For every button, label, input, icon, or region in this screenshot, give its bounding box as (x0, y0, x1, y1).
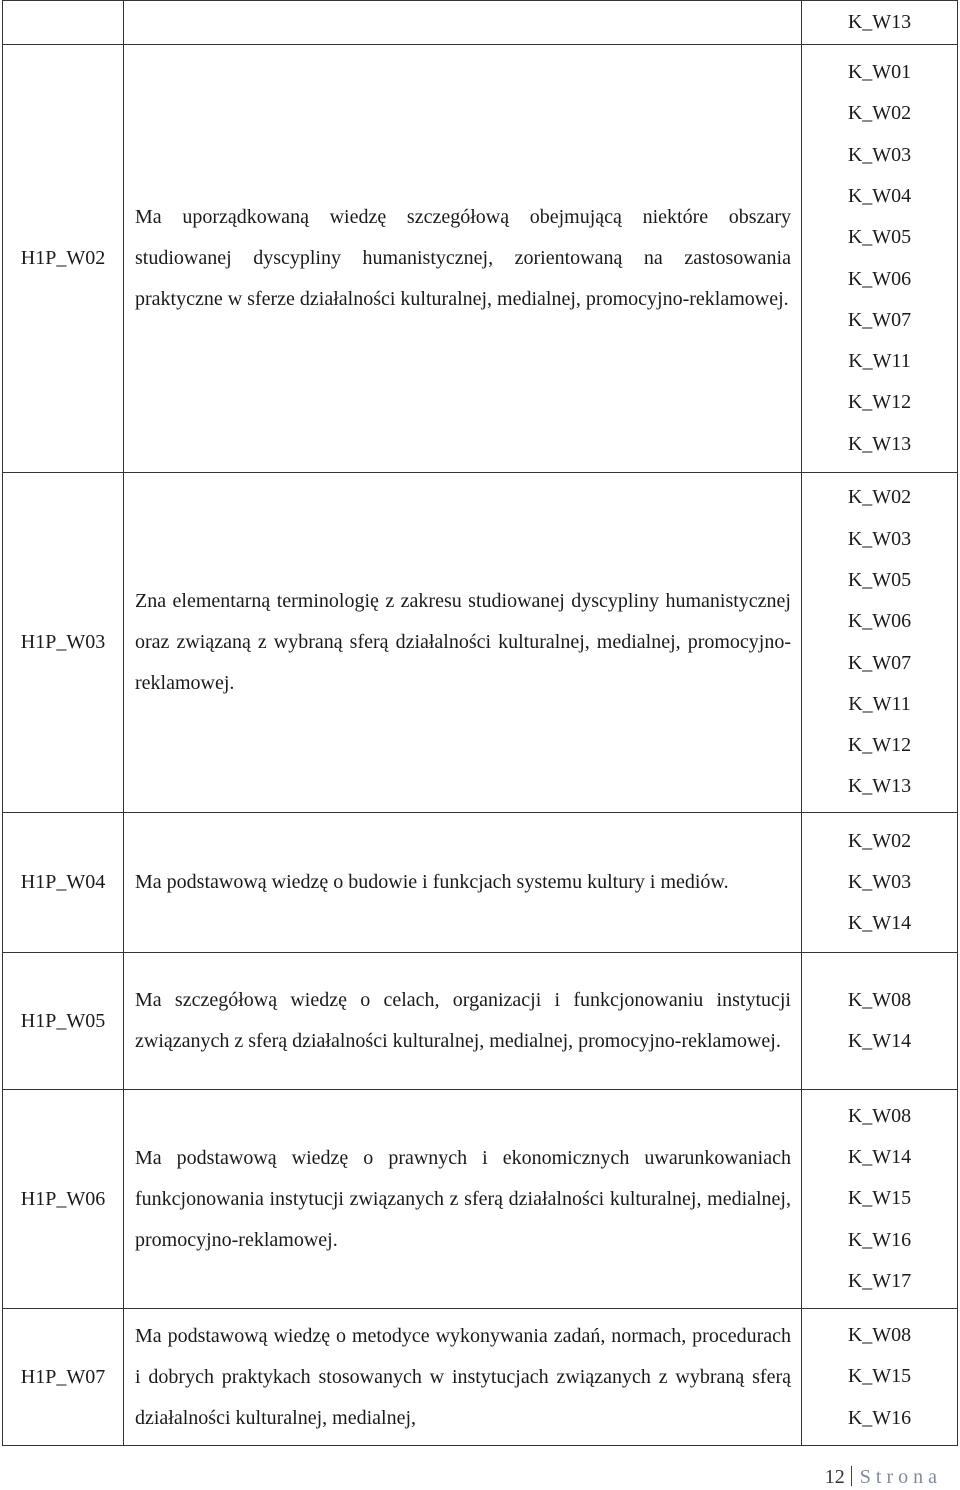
reference-code: K_W14 (847, 1146, 912, 1169)
reference-code: K_W03 (847, 527, 912, 550)
reference-code: K_W06 (847, 610, 912, 633)
table-row (3, 473, 958, 813)
reference-code: K_W15 (847, 1365, 912, 1388)
footer-separator (851, 1466, 852, 1486)
reference-code: K_W06 (847, 267, 912, 290)
reference-code: K_W02 (847, 829, 912, 852)
outcome-description: Ma podstawową wiedzę o budowie i funkcjach systemu kultury i mediów. (124, 813, 802, 953)
outcome-description: Ma uporządkowaną wiedzę szczegółową obejmującą niektóre obszary studiowanej dyscypliny humanistycznej, zorientowaną na zastosowania praktyczne w sferze działalności kulturalnej, medialnej, promocyjno-reklamowej. (124, 45, 802, 473)
outcome-code (3, 1, 124, 45)
reference-code: K_W12 (847, 734, 912, 757)
outcome-code: H1P_W05 (3, 953, 124, 1090)
outcome-references (802, 813, 958, 953)
reference-code: K_W14 (847, 912, 912, 935)
reference-code: K_W07 (847, 308, 912, 331)
reference-code: K_W02 (847, 486, 912, 509)
reference-code: K_W15 (847, 1187, 912, 1210)
reference-code: K_W01 (847, 61, 912, 84)
outcome-code: H1P_W02 (3, 45, 124, 473)
outcome-description: Ma podstawową wiedzę o metodyce wykonywania zadań, normach, procedurach i dobrych praktykach stosowanych w instytucjach związanych z wybraną sferą działalności kulturalnej, medialnej, (124, 1309, 802, 1446)
reference-code: K_W13 (847, 10, 912, 33)
outcome-references (802, 1090, 958, 1309)
reference-code: K_W05 (847, 226, 912, 249)
reference-code: K_W04 (847, 184, 912, 207)
reference-code: K_W11 (848, 692, 911, 715)
outcome-description: Ma szczegółową wiedzę o celach, organizacji i funkcjonowaniu instytucji związanych z sferą działalności kulturalnej, medialnej, promocyjno-reklamowej. (124, 953, 802, 1090)
reference-code: K_W03 (847, 143, 912, 166)
reference-code: K_W08 (847, 1324, 912, 1347)
reference-code: K_W05 (847, 568, 912, 591)
outcome-references (802, 473, 958, 813)
reference-code: K_W11 (848, 350, 911, 373)
reference-code: K_W16 (847, 1228, 912, 1251)
outcome-description: Zna elementarną terminologię z zakresu studiowanej dyscypliny humanistycznej oraz związaną z wybraną sferą działalności kulturalnej, medialnej, promocyjno-reklamowej. (124, 473, 802, 813)
outcome-description: Ma podstawową wiedzę o prawnych i ekonomicznych uwarunkowaniach funkcjonowania instytucji związanych z sferą działalności kulturalnej, medialnej, promocyjno-reklamowej. (124, 1090, 802, 1309)
table-row (3, 813, 958, 953)
reference-code: K_W14 (847, 1030, 912, 1052)
reference-code: K_W07 (847, 651, 912, 674)
table-row (3, 1090, 958, 1309)
reference-code: K_W02 (847, 102, 912, 125)
outcome-references (802, 1, 958, 45)
page-footer (825, 1466, 942, 1489)
outcome-code: H1P_W07 (3, 1309, 124, 1446)
table-row (3, 1, 958, 45)
outcome-code: H1P_W06 (3, 1090, 124, 1309)
reference-code: K_W16 (847, 1406, 912, 1429)
reference-code: K_W13 (847, 775, 912, 798)
outcome-description (124, 1, 802, 45)
outcome-references (802, 45, 958, 473)
outcome-references (802, 1309, 958, 1446)
reference-code: K_W17 (847, 1269, 912, 1292)
outcome-references (802, 953, 958, 1090)
page-number: 12 (824, 1466, 845, 1488)
table-row (3, 45, 958, 473)
reference-code: K_W08 (847, 988, 912, 1011)
table-row (3, 953, 958, 1090)
reference-code: K_W12 (847, 391, 912, 414)
outcome-code: H1P_W03 (3, 473, 124, 813)
outcome-code: H1P_W04 (3, 813, 124, 953)
reference-code: K_W03 (847, 870, 912, 893)
table-row (3, 1309, 958, 1446)
reference-code: K_W08 (847, 1104, 912, 1127)
reference-code: K_W13 (847, 432, 912, 455)
learning-outcomes-table (2, 0, 958, 1446)
page-label: Strona (859, 1466, 942, 1488)
